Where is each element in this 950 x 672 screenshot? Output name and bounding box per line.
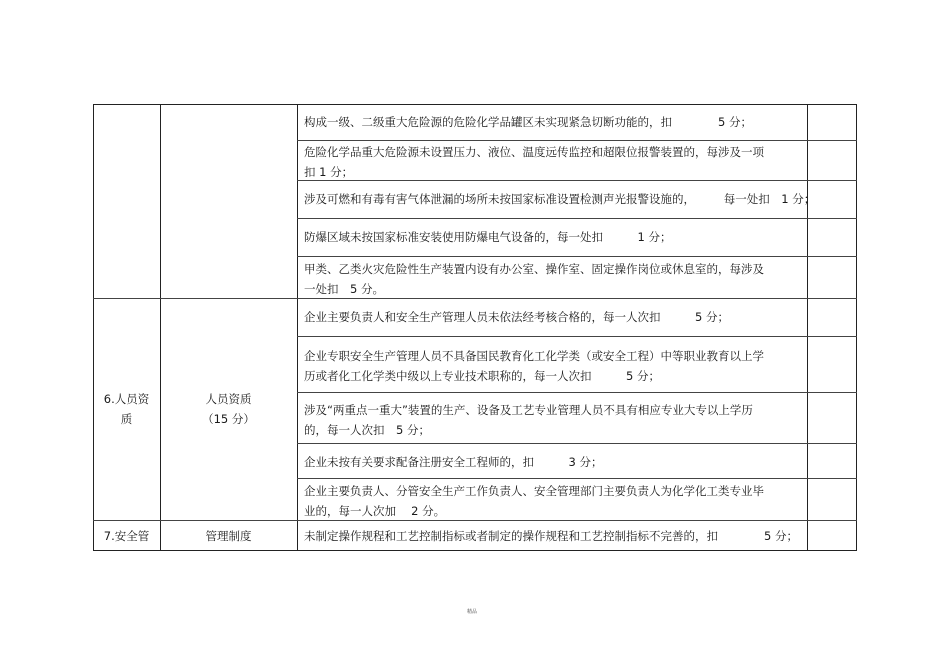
item-text bbox=[304, 259, 764, 299]
subcategory-line: （15 分） bbox=[202, 412, 255, 426]
category-line: 质 bbox=[120, 412, 133, 426]
column-divider bbox=[160, 104, 161, 551]
subcategory-label bbox=[160, 526, 297, 546]
footer-mark: 精品 bbox=[467, 609, 478, 615]
row-divider bbox=[297, 392, 857, 393]
row-divider bbox=[297, 218, 857, 219]
item-text bbox=[304, 112, 752, 132]
row-divider bbox=[297, 478, 857, 479]
row-divider bbox=[297, 443, 857, 444]
category-label bbox=[93, 389, 160, 429]
item-text bbox=[304, 142, 764, 182]
item-line: 企业主要负责人、分管安全生产工作负责人、安全管理部门主要负责人为化学化工类专业毕 bbox=[304, 484, 764, 498]
item-text bbox=[304, 481, 764, 521]
row-divider bbox=[297, 256, 857, 257]
item-text bbox=[304, 346, 764, 386]
item-text bbox=[304, 307, 729, 327]
item-text bbox=[304, 452, 602, 472]
item-line: 企业专职安全生产管理人员不具备国民教育化工化学类（或安全工程）中等职业教育以上学 bbox=[304, 349, 764, 363]
category-label bbox=[93, 526, 160, 546]
item-text bbox=[304, 227, 671, 247]
item-text bbox=[304, 400, 753, 440]
item-text bbox=[304, 526, 798, 546]
item-line: 的，每一人次扣 5 分； bbox=[304, 423, 430, 437]
item-line: 历或者化工化学类中级以上专业技术职称的，每一人次扣 5 分； bbox=[304, 369, 660, 383]
item-line: 业的，每一人次加 2 分。 bbox=[304, 504, 446, 518]
item-line: 防爆区域未按国家标准安装使用防爆电气设备的，每一处扣 1 分； bbox=[304, 230, 672, 244]
item-line: 甲类、乙类火灾危险性生产装置内设有办公室、操作室、固定操作岗位或休息室的，每涉及 bbox=[304, 262, 764, 276]
category-line: 7.安全管 bbox=[103, 529, 150, 543]
item-line: 涉及可燃和有毒有害气体泄漏的场所未按国家标准设置检测声光报警设施的， 每一处扣 1 分； bbox=[304, 192, 816, 206]
subcategory-line: 管理制度 bbox=[205, 529, 252, 543]
item-line: 企业主要负责人和安全生产管理人员未依法经考核合格的，每一人次扣 5 分； bbox=[304, 310, 729, 324]
item-line: 未制定操作规程和工艺控制指标或者制定的操作规程和工艺控制指标不完善的，扣 5 分； bbox=[304, 529, 798, 543]
item-line: 一处扣 5 分。 bbox=[304, 282, 384, 296]
subcategory-label bbox=[160, 389, 297, 429]
item-line: 构成一级、二级重大危险源的危险化学品罐区未实现紧急切断功能的，扣 5 分； bbox=[304, 115, 752, 129]
item-line: 扣 1 分； bbox=[304, 165, 354, 179]
item-text bbox=[304, 189, 815, 209]
column-divider bbox=[807, 104, 808, 551]
row-divider bbox=[297, 336, 857, 337]
item-line: 危险化学品重大危险源未设置压力、液位、温度远传监控和超限位报警装置的，每涉及一项 bbox=[304, 145, 764, 159]
category-line: 6.人员资 bbox=[103, 392, 150, 406]
row-divider bbox=[297, 140, 857, 141]
item-line: 企业未按有关要求配备注册安全工程师的，扣 3 分； bbox=[304, 455, 603, 469]
column-divider bbox=[297, 104, 298, 551]
item-line: 涉及“两重点一重大”装置的生产、设备及工艺专业管理人员不具有相应专业大专以上学历 bbox=[304, 403, 753, 417]
subcategory-line: 人员资质 bbox=[205, 392, 252, 406]
